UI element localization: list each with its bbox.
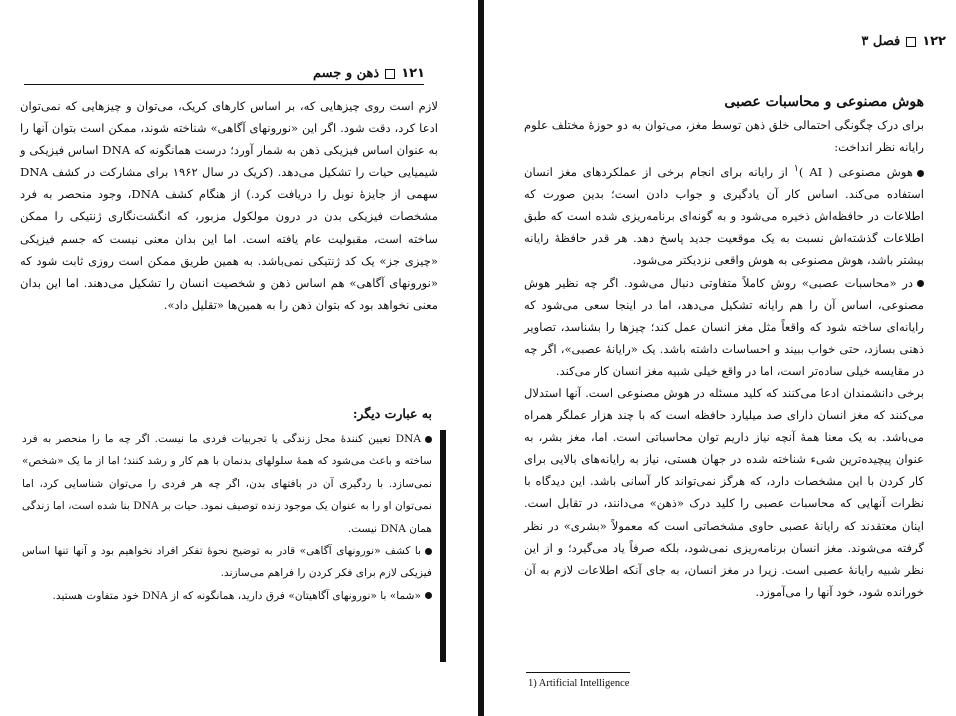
box-item: با کشف «نورونهای آگاهی» قادر به توضیح نحوهٔ تفکر افراد نخواهیم بود و آنها تنها اساس فیزیکی لازم برای فکر کردن را فراهم می‌سازند. [22, 545, 432, 580]
bullet-paragraph: هوش مصنوعی ( AI )$^۱$ از رایانه برای انجام برخی از عملکردهای مغز انسان استفاده می‌کند. اساس کار آن یادگیری و جواب دادن است؛ بدین صورت که اطلاعات در حافظه‌اش ذخیره می‌شود و به گونه‌ای برنامه‌ریزی شده است که طبق اطلاعات گذشته‌اش نسبت به یک موقعیت جدید پاسخ دهد. هر قدر حافظهٔ رایانه بیشتر باشد، هوش مصنوعی به هوش واقعی نزدیکتر می‌شود. [524, 163, 924, 268]
square-icon [906, 37, 916, 47]
bullet-paragraph: در «محاسبات عصبی» روش کاملاً متفاوتی دنبال می‌شود. اگر چه نظیر هوش مصنوعی، اساس آن را هم رایانه تشکیل می‌دهد، اما در اینجا سعی می‌شود که رایانه‌ای ساخته شود که واقعاً مثل مغز انسان عمل کند؛ چیزها را بشناسد، تصاویر ذهنی بسازد، حتی خواب ببیند و احساسات داشته باشد. یک «رایانهٔ عصبی»، اگر چه در مقایسه خیلی ساده‌تر است، اما در واقع خیلی شبیه مغز انسان کار می‌کند. [524, 275, 924, 378]
body-text [20, 95, 438, 316]
bullet-icon [425, 592, 432, 599]
box-item: DNA تعیین کنندهٔ محل زندگی یا تجربیات فردی ما نیست. اگر چه ما را منحصر به فرد ساخته و باعث می‌شود که همهٔ سلولهای بدنمان با هم کار و رشد کنند؛ اما از ما یک «شخص» نمی‌سازد. با ردگیری آن در بافتهای بدن، اگر چه هر فردی را می‌توان شناسایی کرد، اما نمی‌توان او را به عنوان یک موجود زنده توصیف نمود. حیات بر DNA بنا شده است، اما زندگی همان DNA نیست. [22, 433, 433, 535]
footnote-rule [526, 672, 630, 673]
footnote-marker: ۱ [793, 163, 799, 175]
square-icon [385, 69, 395, 79]
box-title: به عبارت دیگر: [352, 406, 432, 421]
footnote: 1) Artificial Intelligence [528, 678, 630, 689]
book-gutter [478, 0, 484, 716]
paragraph: برای درک چگونگی احتمالی خلق ذهن توسط مغز، می‌توان به دو حوزهٔ مختلف علوم رایانه نظر انداخت: [524, 118, 924, 155]
section-title: هوش مصنوعی و محاسبات عصبی [724, 94, 924, 110]
page-number: ۱۲۲ [922, 34, 946, 49]
right-page [486, 0, 956, 716]
paragraph: لازم است روی چیزهایی که، بر اساس کارهای کریک، می‌توان و چیزهایی که نمی‌توان ادعا کرد، دقت شود. اگر این «نورونهای آگاهی» شناخته شوند، ممکن است بتوان آنها را به عنوان اساس فیزیکی ذهن به شمار آورد؛ درست همانگونه که DNA اساس فیزیکی و شیمیایی حیات را تشکیل می‌دهد. (کریک در سال ۱۹۶۲ برای مشارکت در کشف DNA سهمی از جایزهٔ نوبل را دریافت کرد.) از هنگام کشف DNA، وجود منحصر به فرد مشخصات فیزیکی بدن در درون مولکول مزبور، که انگشت‌نگاری ژنتیکی را ممکن ساخته است، مقبولیت عام یافته است. اما این بدان معنی نیست که جسم فیزیکی «چیزی جز» یک کد ژنتیکی نمی‌باشد. به همین طریق ممکن است روزی ثابت شود که «نورونهای آگاهی» هم اساس ذهن و شخصیت انسان را تشکیل می‌دهند. اما این بدان معنی نخواهد بود که بتوان ذهن را به همین‌ها «تقلیل داد». [20, 99, 438, 312]
page-number: ۱۲۱ [401, 66, 425, 81]
paragraph: برخی دانشمندان ادعا می‌کنند که کلید مسئله در هوش مصنوعی است. آنها استدلال می‌کنند که مغز انسان دارای صد میلیارد حافظه است که با چند هزار عملگر همراه می‌باشد. به یک معنا همهٔ آنچه نیاز داریم توان محاسباتی است. اما، مغز بشر، به عنوان پیچیده‌ترین شیء شناخته شده در جهان هستی، نیاز به رایانه‌های بالایی برای کار کردن با این مشخصات دارد، که هرگز نمی‌تواند کار آسانی باشد. این دیدگاه با نظرات آنهایی که محاسبات عصبی را کلید درک «ذهن» می‌دانند، در تقابل است. اینان معتقدند که رایانهٔ عصبی حاوی مشخصاتی است که معمولاً «بشری» در نظر گرفته می‌شوند. مغز انسان برنامه‌ریزی نمی‌شود، بلکه صرفاً یاد می‌گیرد؛ و از این نظر شبیه رایانهٔ عصبی است. زیرا در مغز انسان، به جای آنکه اطلاعات لازم به آن خورانده شود، خود آنها را می‌آموزد. [524, 385, 924, 599]
bullet-icon [425, 436, 432, 443]
header-rule [24, 84, 424, 85]
bullet-icon [425, 548, 432, 555]
box-item: «شما» با «نورونهای آگاهیتان» فرق دارید، همانگونه که از DNA خود متفاوت هستید. [22, 585, 432, 607]
summary-box [22, 402, 432, 607]
box-side-bar [440, 430, 446, 662]
page-header-right [806, 34, 946, 49]
bullet-icon [917, 170, 924, 177]
bullet-icon [917, 280, 924, 287]
chapter-title: ذهن و جسم [313, 66, 380, 81]
page-header-left [275, 66, 425, 81]
chapter-title: فصل ۳ [861, 34, 901, 49]
body-text [524, 91, 924, 603]
